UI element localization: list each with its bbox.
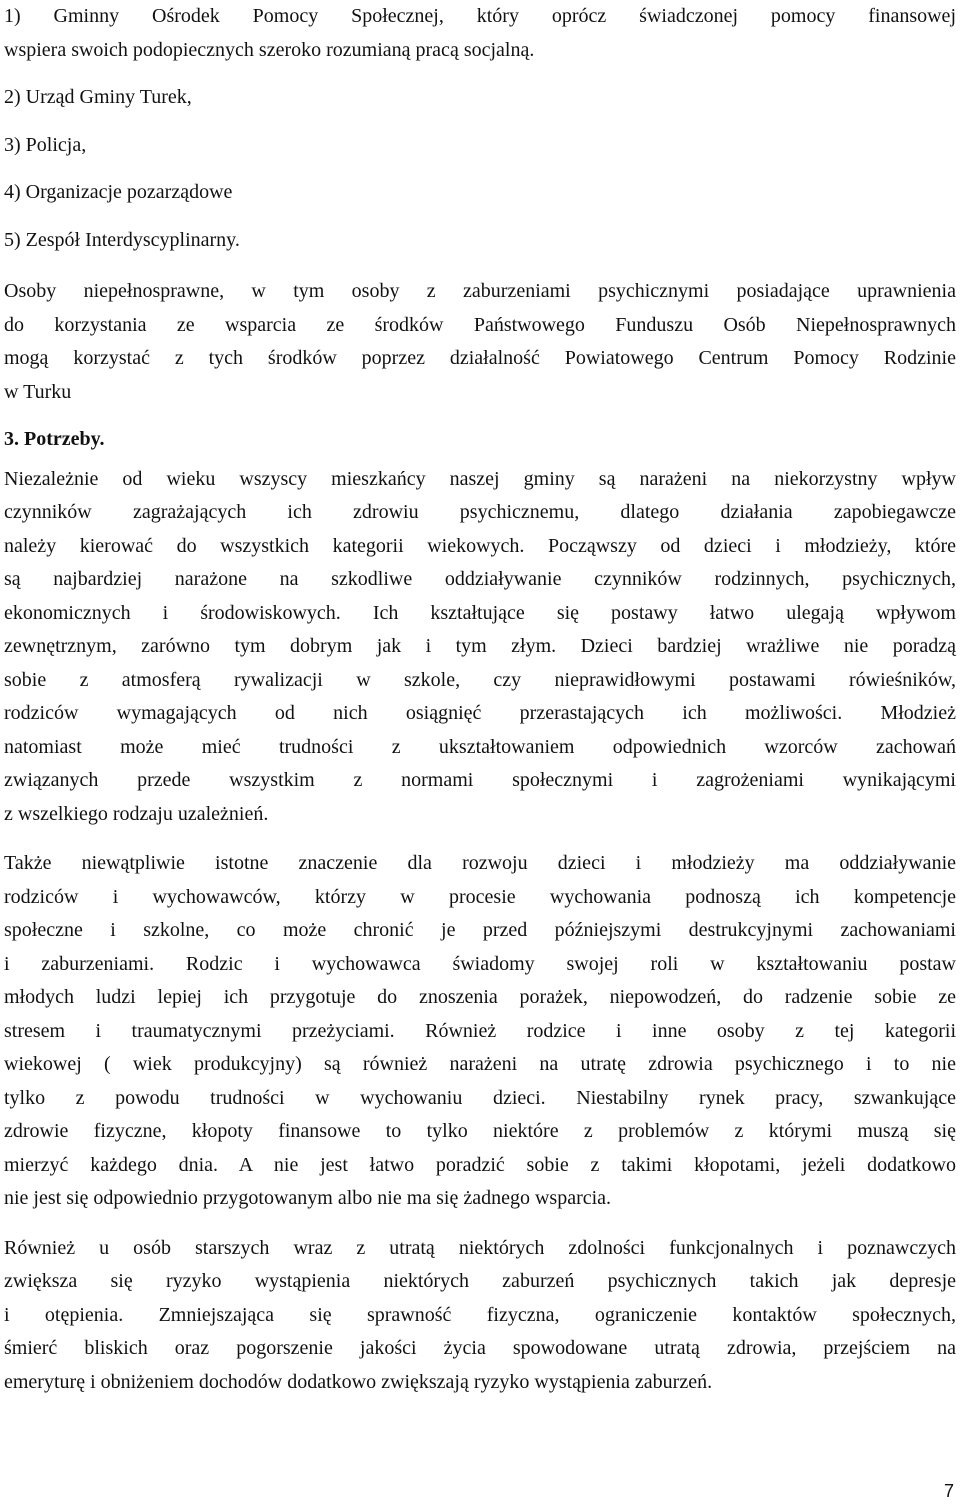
paragraph-line: mogą korzystać z tych środków poprzez działalność Powiatowego Centrum Pomocy Rodzinie xyxy=(4,347,956,369)
paragraph-line: zwiększa się ryzyko wystąpienia niektórych zaburzeń psychicznych takich jak depresje xyxy=(4,1270,956,1292)
list-item-2: 2) Urząd Gminy Turek, xyxy=(4,86,192,108)
paragraph-line: należy kierować do wszystkich kategorii wiekowych. Począwszy od dzieci i młodzieży, które xyxy=(4,534,956,557)
paragraph-line: Niezależnie od wieku wszyscy mieszkańcy naszej gminy są narażeni na niekorzystny wpływ xyxy=(4,467,956,490)
paragraph-line: do korzystania ze wsparcia ze środków Państwowego Funduszu Osób Niepełnosprawnych xyxy=(4,313,956,336)
paragraph-disability-support xyxy=(4,275,956,409)
list-item-1-line-2: wspiera swoich podopiecznych szeroko rozumianą pracą socjalną. xyxy=(4,38,535,61)
paragraph-line: zdrowie fizyczne, kłopoty finansowe to tylko niektóre z problemów z którymi muszą się xyxy=(4,1120,956,1142)
list-item-1-line-1: 1) Gminny Ośrodek Pomocy Społecznej, który oprócz świadczonej pomocy finansowej xyxy=(4,5,956,27)
paragraph-line: są najbardziej narażone na szkodliwe oddziaływanie czynników rodzinnych, psychicznych, xyxy=(4,568,956,590)
paragraph-line: emeryturę i obniżeniem dochodów dodatkowo zwiększają ryzyko wystąpienia zaburzeń. xyxy=(4,1370,713,1393)
paragraph-line: stresem i traumatycznymi przeżyciami. Również rodzice i inne osoby z tej kategorii xyxy=(4,1019,956,1042)
document-page xyxy=(4,0,956,1399)
paragraph-line: natomiast może mieć trudności z ukształtowaniem odpowiednich wzorców zachowań xyxy=(4,735,956,758)
paragraph-line: czynników zagrażających ich zdrowiu psychicznemu, dlatego działania zapobiegawcze xyxy=(4,501,956,523)
paragraph-line: Osoby niepełnosprawne, w tym osoby z zaburzeniami psychicznymi posiadające uprawnienia xyxy=(4,280,956,302)
page-number: 7 xyxy=(943,1481,954,1501)
paragraph-elderly xyxy=(4,1232,956,1400)
paragraph-line: zewnętrznym, zarówno tym dobrym jak i tym złym. Dzieci bardziej wrażliwe nie poradzą xyxy=(4,635,956,657)
paragraph-line: młodych ludzi lepiej ich przygotuje do znoszenia porażek, niepowodzeń, do radzenie sobie ze xyxy=(4,986,956,1008)
paragraph-line: ekonomicznych i środowiskowych. Ich kształtujące się postawy łatwo ulegają wpływom xyxy=(4,601,956,624)
paragraph-line: Także niewątpliwie istotne znaczenie dla rozwoju dzieci i młodzieży ma oddziaływanie xyxy=(4,852,956,874)
paragraph-needs xyxy=(4,463,956,832)
paragraph-line: mierzyć każdego dnia. A nie jest łatwo poradzić sobie z takimi kłopotami, jeżeli dodatkowo xyxy=(4,1153,956,1176)
list-item-5: 5) Zespół Interdyscyplinarny. xyxy=(4,228,240,251)
paragraph-line: i otępienia. Zmniejszająca się sprawność fizyczna, ograniczenie kontaktów społecznych, xyxy=(4,1303,956,1326)
institution-list xyxy=(4,0,956,257)
paragraph-line: rodziców wymagających od nich osiągnięć przerastających ich możliwości. Młodzież xyxy=(4,702,956,724)
paragraph-line: tylko z powodu trudności w wychowaniu dzieci. Niestabilny rynek pracy, szwankujące xyxy=(4,1086,956,1109)
paragraph-parents-educators xyxy=(4,847,956,1216)
paragraph-line: społeczne i szkolne, co może chronić je przed późniejszymi destrukcyjnymi zachowaniami xyxy=(4,919,956,941)
paragraph-line: śmierć bliskich oraz pogorszenie jakości życia spowodowane utratą zdrowia, przejściem na xyxy=(4,1337,956,1359)
paragraph-line: rodziców i wychowawców, którzy w procesie wychowania podnoszą ich kompetencje xyxy=(4,885,956,908)
list-item-4: 4) Organizacje pozarządowe xyxy=(4,181,233,203)
section-heading: 3. Potrzeby. xyxy=(4,428,105,450)
list-item-3: 3) Policja, xyxy=(4,133,87,156)
paragraph-line: wiekowej ( wiek produkcyjny) są również narażeni na utratę zdrowia psychicznego i to nie xyxy=(4,1053,956,1075)
paragraph-line: Również u osób starszych wraz z utratą niektórych zdolności funkcjonalnych i poznawczych xyxy=(4,1236,956,1259)
paragraph-line: związanych przede wszystkim z normami społecznymi i zagrożeniami wynikającymi xyxy=(4,769,956,791)
paragraph-line: nie jest się odpowiednio przygotowanym albo nie ma się żadnego wsparcia. xyxy=(4,1187,612,1209)
paragraph-line: z wszelkiego rodzaju uzależnień. xyxy=(4,802,269,825)
paragraph-line: i zaburzeniami. Rodzic i wychowawca świadomy swojej roli w kształtowaniu postaw xyxy=(4,952,956,975)
paragraph-line: sobie z atmosferą rywalizacji w szkole, czy nieprawidłowymi postawami rówieśników, xyxy=(4,668,956,691)
paragraph-line: w Turku xyxy=(4,380,72,403)
